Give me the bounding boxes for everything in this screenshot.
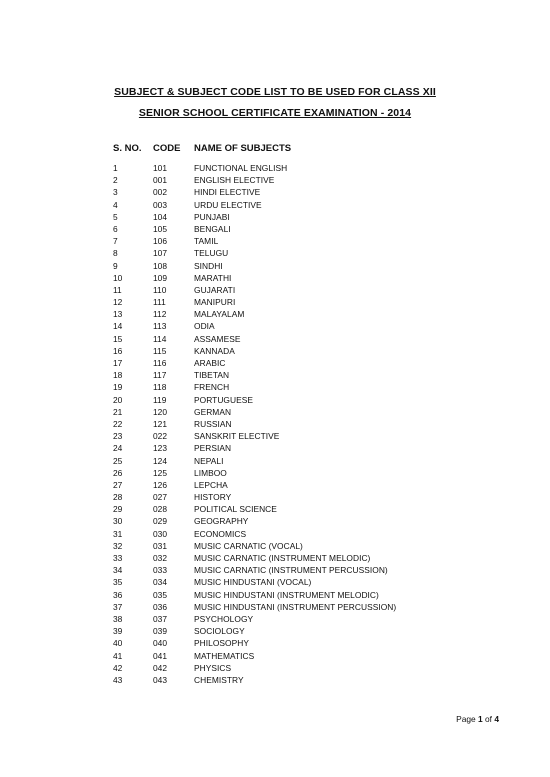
page-total: 4 xyxy=(494,714,499,724)
table-row xyxy=(0,625,550,637)
subject-name-cell: BENGALI xyxy=(194,223,231,234)
table-row xyxy=(0,235,550,247)
subject-code-cell: 031 xyxy=(153,540,167,551)
serial-number-cell: 40 xyxy=(113,638,123,649)
subject-name-cell: NEPALI xyxy=(194,455,224,466)
subject-name-cell: GUJARATI xyxy=(194,284,236,295)
table-row xyxy=(0,528,550,540)
table-row xyxy=(0,503,550,515)
serial-number-cell: 16 xyxy=(113,345,123,356)
serial-number-cell: 8 xyxy=(113,248,118,259)
table-row xyxy=(0,260,550,272)
serial-number-cell: 28 xyxy=(113,492,123,503)
subject-code-cell: 028 xyxy=(153,504,167,515)
subject-code-cell: 034 xyxy=(153,577,167,588)
table-row xyxy=(0,418,550,430)
column-header-code: CODE xyxy=(153,143,181,154)
subject-code-cell: 120 xyxy=(153,406,167,417)
subject-code-cell: 121 xyxy=(153,418,167,429)
table-row xyxy=(0,357,550,369)
serial-number-cell: 38 xyxy=(113,613,123,624)
serial-number-cell: 36 xyxy=(113,589,123,600)
subject-name-cell: HISTORY xyxy=(194,492,232,503)
serial-number-cell: 31 xyxy=(113,528,123,539)
serial-number-cell: 18 xyxy=(113,370,123,381)
subject-name-cell: SINDHI xyxy=(194,260,223,271)
subject-name-cell: PHILOSOPHY xyxy=(194,638,249,649)
table-row xyxy=(0,613,550,625)
subject-name-cell: ENGLISH ELECTIVE xyxy=(194,175,275,186)
document-title-line-2: SENIOR SCHOOL CERTIFICATE EXAMINATION - 2014 xyxy=(138,107,412,119)
subject-name-cell: LEPCHA xyxy=(194,479,228,490)
table-row xyxy=(0,601,550,613)
subject-code-cell: 109 xyxy=(153,272,167,283)
subject-code-cell: 106 xyxy=(153,236,167,247)
serial-number-cell: 30 xyxy=(113,516,123,527)
subject-code-cell: 104 xyxy=(153,211,167,222)
serial-number-cell: 22 xyxy=(113,418,123,429)
subject-code-cell: 101 xyxy=(153,163,167,173)
subject-code-cell: 032 xyxy=(153,553,167,563)
table-row xyxy=(0,211,550,223)
serial-number-cell: 1 xyxy=(113,163,118,173)
serial-number-cell: 34 xyxy=(113,565,123,576)
subject-name-cell: POLITICAL SCIENCE xyxy=(194,504,277,515)
subject-code-cell: 111 xyxy=(153,297,166,308)
subject-name-cell: MUSIC CARNATIC (INSTRUMENT PERCUSSION) xyxy=(194,565,388,576)
subject-name-cell: GERMAN xyxy=(194,406,232,417)
subject-name-cell: GEOGRAPHY xyxy=(194,516,249,527)
table-row xyxy=(0,467,550,479)
table-row xyxy=(0,394,550,406)
subject-name-cell: CHEMISTRY xyxy=(194,674,244,685)
table-row xyxy=(0,430,550,442)
serial-number-cell: 12 xyxy=(113,297,123,308)
serial-number-cell: 10 xyxy=(113,272,123,283)
serial-number-cell: 3 xyxy=(113,187,118,198)
serial-number-cell: 4 xyxy=(113,199,118,210)
subject-name-cell: MUSIC HINDUSTANI (INSTRUMENT MELODIC) xyxy=(194,589,379,600)
page-number xyxy=(456,714,499,724)
serial-number-cell: 43 xyxy=(113,674,123,685)
subject-name-cell: PSYCHOLOGY xyxy=(194,613,254,624)
serial-number-cell: 37 xyxy=(113,601,123,612)
subject-list xyxy=(0,162,550,686)
page-prefix: Page xyxy=(456,714,479,724)
subject-name-cell: URDU ELECTIVE xyxy=(194,199,262,210)
serial-number-cell: 32 xyxy=(113,540,123,551)
serial-number-cell: 15 xyxy=(113,333,123,344)
column-header-serial-number: S. NO. xyxy=(113,143,142,154)
table-row xyxy=(0,345,550,357)
subject-name-cell: FRENCH xyxy=(194,382,230,393)
subject-code-cell: 112 xyxy=(153,309,167,320)
subject-code-cell: 033 xyxy=(153,565,167,576)
serial-number-cell: 41 xyxy=(113,650,123,661)
serial-number-cell: 20 xyxy=(113,394,123,405)
subject-code-cell: 037 xyxy=(153,613,167,624)
table-row xyxy=(0,320,550,332)
serial-number-cell: 33 xyxy=(113,553,123,563)
subject-code-cell: 118 xyxy=(153,382,167,393)
subject-name-cell: TELUGU xyxy=(194,248,229,259)
subject-code-cell: 030 xyxy=(153,528,167,539)
table-row xyxy=(0,308,550,320)
subject-code-cell: 114 xyxy=(153,333,167,344)
serial-number-cell: 6 xyxy=(113,223,118,234)
table-row xyxy=(0,442,550,454)
subject-name-cell: MUSIC HINDUSTANI (INSTRUMENT PERCUSSION) xyxy=(194,601,397,612)
subject-code-cell: 110 xyxy=(153,284,167,295)
subject-name-cell: HINDI ELECTIVE xyxy=(194,187,261,198)
table-row xyxy=(0,369,550,381)
table-row xyxy=(0,552,550,564)
table-row xyxy=(0,479,550,491)
table-row xyxy=(0,284,550,296)
table-row xyxy=(0,515,550,527)
subject-code-cell: 040 xyxy=(153,638,167,649)
subject-name-cell: SOCIOLOGY xyxy=(194,626,245,637)
subject-code-cell: 042 xyxy=(153,662,167,673)
serial-number-cell: 42 xyxy=(113,662,123,673)
serial-number-cell: 27 xyxy=(113,479,123,490)
subject-code-cell: 126 xyxy=(153,479,167,490)
subject-name-cell: ASSAMESE xyxy=(194,333,241,344)
serial-number-cell: 5 xyxy=(113,211,118,222)
table-row xyxy=(0,381,550,393)
serial-number-cell: 24 xyxy=(113,443,123,454)
subject-code-cell: 119 xyxy=(153,394,167,405)
subject-name-cell: PUNJABI xyxy=(194,211,230,222)
subject-code-cell: 123 xyxy=(153,443,167,454)
subject-code-cell: 116 xyxy=(153,358,167,368)
table-row xyxy=(0,247,550,259)
table-row xyxy=(0,333,550,345)
subject-code-cell: 125 xyxy=(153,467,167,478)
subject-name-cell: MUSIC CARNATIC (VOCAL) xyxy=(194,540,303,551)
serial-number-cell: 39 xyxy=(113,626,123,637)
serial-number-cell: 13 xyxy=(113,309,123,320)
subject-name-cell: LIMBOO xyxy=(194,467,227,478)
subject-code-cell: 108 xyxy=(153,260,167,271)
table-row xyxy=(0,199,550,211)
subject-name-cell: TIBETAN xyxy=(194,370,230,381)
table-row xyxy=(0,576,550,588)
subject-name-cell: MANIPURI xyxy=(194,297,236,308)
table-row xyxy=(0,186,550,198)
subject-name-cell: MARATHI xyxy=(194,272,232,283)
serial-number-cell: 35 xyxy=(113,577,123,588)
subject-code-cell: 124 xyxy=(153,455,167,466)
serial-number-cell: 29 xyxy=(113,504,123,515)
column-header-subject-name: NAME OF SUBJECTS xyxy=(194,143,292,154)
table-row xyxy=(0,662,550,674)
subject-name-cell: PORTUGUESE xyxy=(194,394,253,405)
subject-name-cell: RUSSIAN xyxy=(194,418,232,429)
page-current: 1 xyxy=(478,714,483,724)
subject-code-cell: 001 xyxy=(153,175,167,186)
subject-name-cell: PERSIAN xyxy=(194,443,232,454)
table-row xyxy=(0,637,550,649)
table-row xyxy=(0,589,550,601)
serial-number-cell: 2 xyxy=(113,175,118,186)
subject-code-cell: 113 xyxy=(153,321,167,332)
page-of: of xyxy=(482,714,495,724)
subject-name-cell: ECONOMICS xyxy=(194,528,247,539)
subject-name-cell: MALAYALAM xyxy=(194,309,245,320)
serial-number-cell: 25 xyxy=(113,455,123,466)
subject-name-cell: ODIA xyxy=(194,321,215,332)
subject-name-cell: MUSIC HINDUSTANI (VOCAL) xyxy=(194,577,312,588)
subject-code-cell: 115 xyxy=(153,345,167,356)
table-row xyxy=(0,272,550,284)
serial-number-cell: 26 xyxy=(113,467,123,478)
table-row xyxy=(0,674,550,686)
subject-code-cell: 043 xyxy=(153,674,167,685)
subject-name-cell: MATHEMATICS xyxy=(194,650,255,661)
table-row xyxy=(0,650,550,662)
table-row xyxy=(0,540,550,552)
table-row xyxy=(0,491,550,503)
table-row xyxy=(0,223,550,235)
subject-name-cell: PHYSICS xyxy=(194,662,232,673)
document-title-line-1: SUBJECT & SUBJECT CODE LIST TO BE USED FOR CLASS XII xyxy=(114,86,436,98)
subject-name-cell: ARABIC xyxy=(194,358,226,368)
serial-number-cell: 14 xyxy=(113,321,123,332)
table-row xyxy=(0,406,550,418)
serial-number-cell: 11 xyxy=(113,284,122,295)
subject-code-cell: 002 xyxy=(153,187,167,198)
table-row xyxy=(0,564,550,576)
subject-code-cell: 035 xyxy=(153,589,167,600)
subject-code-cell: 029 xyxy=(153,516,167,527)
serial-number-cell: 7 xyxy=(113,236,118,247)
subject-name-cell: KANNADA xyxy=(194,345,235,356)
subject-code-cell: 022 xyxy=(153,431,167,442)
subject-code-cell: 105 xyxy=(153,223,167,234)
subject-code-cell: 041 xyxy=(153,650,167,661)
subject-name-cell: SANSKRIT ELECTIVE xyxy=(194,431,280,442)
table-row xyxy=(0,162,550,174)
serial-number-cell: 9 xyxy=(113,260,118,271)
table-row xyxy=(0,174,550,186)
subject-name-cell: MUSIC CARNATIC (INSTRUMENT MELODIC) xyxy=(194,553,371,563)
subject-code-cell: 036 xyxy=(153,601,167,612)
table-row xyxy=(0,455,550,467)
serial-number-cell: 17 xyxy=(113,358,123,368)
subject-code-cell: 117 xyxy=(153,370,167,381)
serial-number-cell: 19 xyxy=(113,382,123,393)
subject-code-cell: 003 xyxy=(153,199,167,210)
serial-number-cell: 23 xyxy=(113,431,123,442)
serial-number-cell: 21 xyxy=(113,406,123,417)
subject-code-cell: 027 xyxy=(153,492,167,503)
table-row xyxy=(0,296,550,308)
subject-name-cell: FUNCTIONAL ENGLISH xyxy=(194,163,288,173)
subject-name-cell: TAMIL xyxy=(194,236,219,247)
subject-code-cell: 039 xyxy=(153,626,167,637)
subject-code-cell: 107 xyxy=(153,248,167,259)
